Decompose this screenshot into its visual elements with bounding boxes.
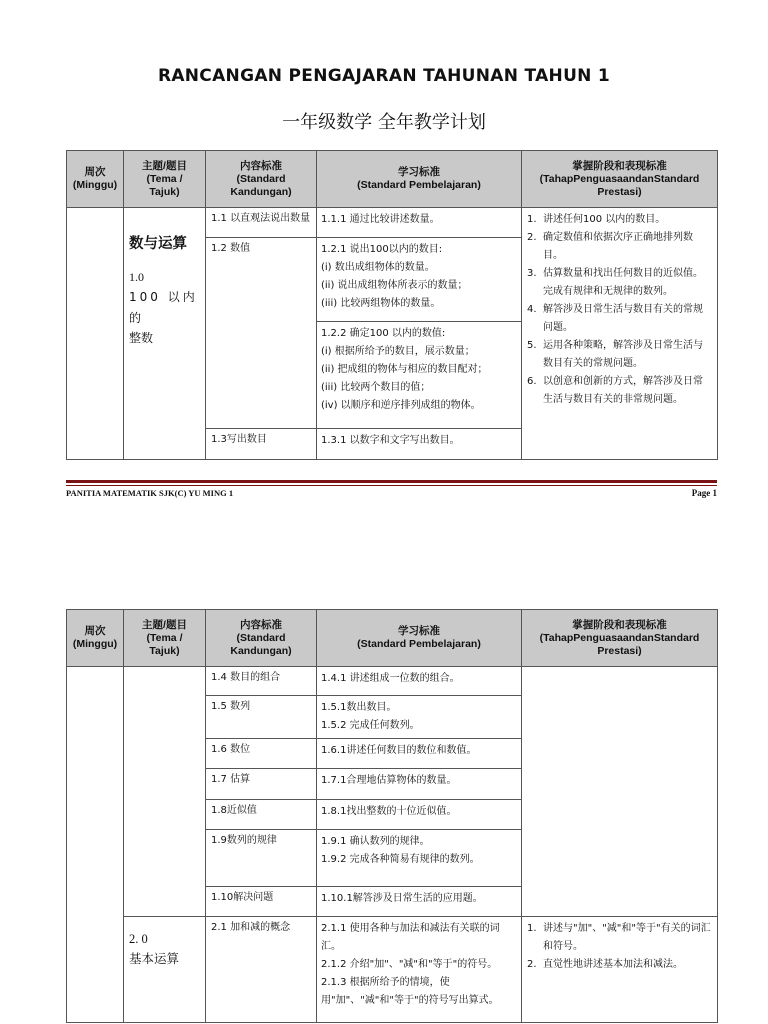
- item-text: 估算数量和找出任何数目的近似值。完成有规律和无规律的数列。: [543, 268, 703, 297]
- content-standard-cell: 1.4 数目的组合: [206, 667, 317, 696]
- performance-standard-cell: [522, 917, 718, 1023]
- item-text: 讲述与"加"、"减"和"等于"有关的词汇和符号。: [543, 923, 711, 952]
- content-standard-cell: 1.3写出数目: [206, 429, 317, 460]
- performance-standard-list: [522, 208, 717, 409]
- content-standard-cell: 1.7 估算: [206, 769, 317, 800]
- performance-standard-item: [527, 229, 711, 265]
- performance-standard-item: [527, 373, 711, 409]
- content-standard-cell: 1.9数列的规律: [206, 830, 317, 887]
- footer-rule-thin: [66, 485, 717, 486]
- performance-standard-item: [527, 265, 711, 301]
- item-text: 直觉性地讲述基本加法和减法。: [543, 959, 683, 970]
- item-number: 1.: [527, 923, 537, 934]
- footer-left-text: PANITIA MATEMATIK SJK(C) YU MING 1: [66, 488, 234, 498]
- learning-standard-cell: 1.3.1 以数字和文字写出数目。: [317, 429, 522, 460]
- item-text: 讲述任何100 以内的数目。: [543, 214, 666, 225]
- header-content-standard: 内容标准 (Standard Kandungan): [206, 151, 317, 208]
- plan-table-page1: [66, 150, 718, 460]
- theme-cell: [124, 917, 206, 1023]
- item-number: 1.: [527, 214, 537, 225]
- content-standard-cell: 1.2 数值: [206, 238, 317, 429]
- header-theme: 主题/题目 (Tema / Tajuk): [124, 151, 206, 208]
- item-text: 以创意和创新的方式，解答涉及日常生活与数目有关的非常规问题。: [543, 376, 703, 405]
- table-header-row: [67, 610, 718, 667]
- table-row: [67, 208, 718, 238]
- content-standard-cell: 1.6 数位: [206, 739, 317, 769]
- week-cell: [67, 667, 124, 1023]
- theme-cell: [124, 667, 206, 917]
- table-row: [67, 667, 718, 696]
- performance-standard-cell: [522, 667, 718, 917]
- theme-number: 2. 0: [129, 932, 148, 946]
- header-performance-standard: 掌握阶段和表现标准 (TahapPenguasaandanStandard Prestasi): [522, 610, 718, 667]
- learning-standard-cell: 1.9.1 确认数列的规律。 1.9.2 完成各种简易有规律的数列。: [317, 830, 522, 887]
- item-number: 2.: [527, 959, 537, 970]
- performance-standard-list: [522, 917, 717, 974]
- table-header-row: [67, 151, 718, 208]
- performance-standard-item: [527, 956, 711, 974]
- header-performance-standard: 掌握阶段和表现标准 (TahapPenguasaandanStandard Prestasi): [522, 151, 718, 208]
- content-standard-cell: 1.10解决问题: [206, 887, 317, 917]
- learning-standard-cell: 1.2.2 确定100 以内的数值: (i) 根据所给予的数目，展示数量； (ii) 把成组的物体与相应的数目配对； (iii) 比较两个数目的值； (iv) 以顺序和逆序排列成组的物体。: [317, 322, 522, 429]
- content-standard-cell: 1.8近似值: [206, 800, 317, 830]
- learning-standard-cell: 1.1.1 通过比较讲述数量。: [317, 208, 522, 238]
- item-text: 确定数值和依据次序正确地排列数目。: [543, 232, 693, 261]
- header-content-standard: 内容标准 (Standard Kandungan): [206, 610, 317, 667]
- item-number: 6.: [527, 376, 537, 387]
- performance-standard-cell: [522, 208, 718, 460]
- header-week: 周次 (Minggu): [67, 151, 124, 208]
- item-number: 2.: [527, 232, 537, 243]
- theme-cell: [124, 208, 206, 460]
- header-learning-standard: 学习标准 (Standard Pembelajaran): [317, 610, 522, 667]
- learning-standard-cell: 1.7.1合理地估算物体的数量。: [317, 769, 522, 800]
- learning-standard-cell: 1.5.1数出数目。 1.5.2 完成任何数列。: [317, 696, 522, 739]
- document-subtitle: 一年级数学 全年教学计划: [282, 112, 486, 133]
- learning-standard-cell: 1.8.1找出整数的十位近似值。: [317, 800, 522, 830]
- item-number: 4.: [527, 304, 537, 315]
- content-standard-cell: 1.5 数列: [206, 696, 317, 739]
- item-text: 运用各种策略，解答涉及日常生活与数目有关的常规问题。: [543, 340, 703, 369]
- table-row: [67, 917, 718, 1023]
- content-standard-cell: 1.1 以直观法说出数量: [206, 208, 317, 238]
- performance-standard-item: [527, 920, 711, 956]
- content-standard-cell: 2.1 加和减的概念: [206, 917, 317, 1023]
- theme-text: 100 以内的: [129, 290, 198, 325]
- plan-table-page2: [66, 609, 718, 1023]
- page-number: Page 1: [691, 488, 717, 498]
- learning-standard-cell: 1.4.1 讲述组成一位数的组合。: [317, 667, 522, 696]
- document-title: RANCANGAN PENGAJARAN TAHUNAN TAHUN 1: [157, 66, 611, 86]
- theme-number: 1.0: [129, 270, 144, 284]
- header-learning-standard: 学习标准 (Standard Pembelajaran): [317, 151, 522, 208]
- footer-rule: [66, 480, 717, 483]
- week-cell: [67, 208, 124, 460]
- learning-standard-cell: 1.6.1讲述任何数目的数位和数值。: [317, 739, 522, 769]
- header-week: 周次 (Minggu): [67, 610, 124, 667]
- performance-standard-item: [527, 337, 711, 373]
- item-number: 3.: [527, 268, 537, 279]
- item-text: 解答涉及日常生活与数目有关的常规问题。: [543, 304, 703, 333]
- header-theme: 主题/题目 (Tema / Tajuk): [124, 610, 206, 667]
- item-number: 5.: [527, 340, 537, 351]
- performance-standard-item: [527, 211, 711, 229]
- theme-text: 基本运算: [129, 951, 180, 966]
- performance-standard-item: [527, 301, 711, 337]
- learning-standard-cell: 1.2.1 说出100以内的数目: (i) 数出成组物体的数量。 (ii) 说出成组物体所表示的数量； (iii) 比较两组物体的数量。: [317, 238, 522, 322]
- theme-title: 数与运算: [129, 236, 187, 252]
- theme-text-2: 整数: [129, 331, 154, 345]
- learning-standard-cell: 2.1.1 使用各种与加法和减法有关联的词汇。 2.1.2 介绍"加"、"减"和"等于"的符号。 2.1.3 根据所给予的情境，使用"加"、"减"和"等于"的符号写出算式。: [317, 917, 522, 1023]
- learning-standard-cell: 1.10.1解答涉及日常生活的应用题。: [317, 887, 522, 917]
